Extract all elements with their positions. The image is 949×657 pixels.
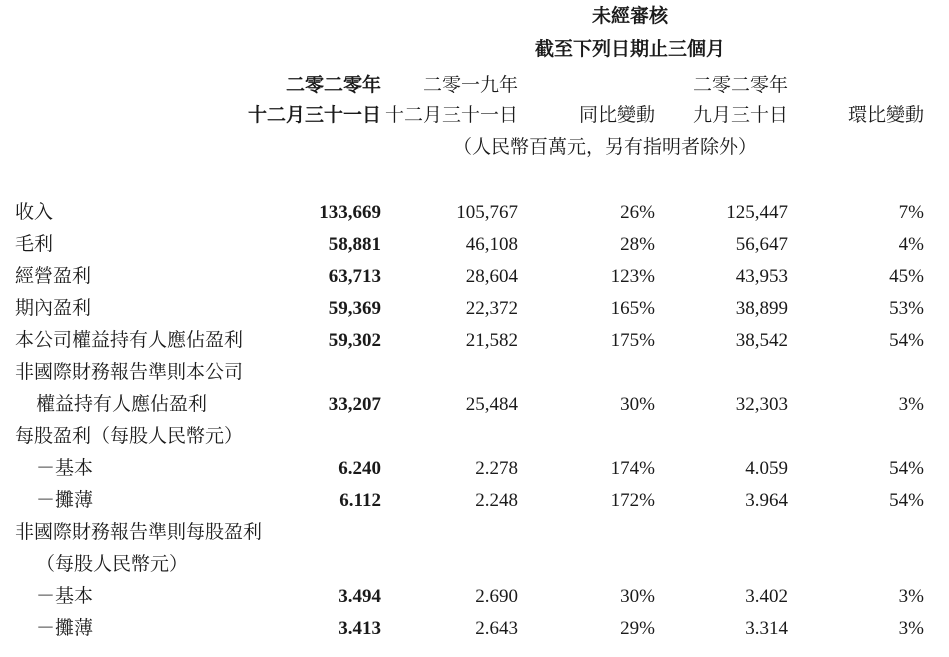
cell-yoy: 28% (620, 234, 655, 255)
row-label: 每股盈利（每股人民幣元） (15, 426, 244, 447)
cell-q4-2019: 22,372 (465, 298, 518, 319)
cell-yoy: 30% (620, 394, 655, 415)
table-row (0, 517, 949, 549)
cell-q3-2020: 3.314 (745, 618, 788, 639)
cell-qoq: 4% (898, 234, 924, 255)
col2-header-year: 二零一九年 (422, 75, 518, 96)
cell-q3-2020: 4.059 (745, 458, 788, 479)
cell-q4-2020: 6.112 (339, 490, 381, 511)
cell-q4-2020: 133,669 (319, 202, 381, 223)
cell-q4-2019: 2.248 (475, 490, 518, 511)
cell-qoq: 7% (898, 202, 924, 223)
col4-header-year: 二零二零年 (692, 75, 788, 96)
table-row (0, 389, 949, 421)
cell-q4-2019: 21,582 (465, 330, 518, 351)
cell-q4-2019: 105,767 (456, 202, 518, 223)
cell-q4-2020: 6.240 (338, 458, 381, 479)
cell-q3-2020: 43,953 (735, 266, 788, 287)
table-row (0, 453, 949, 485)
row-label: －攤薄 (36, 490, 94, 511)
row-label: －基本 (36, 458, 94, 479)
table-row (0, 581, 949, 613)
cell-qoq: 3% (898, 394, 924, 415)
row-label: 收入 (15, 202, 54, 223)
table-row (0, 613, 949, 645)
cell-q4-2019: 28,604 (465, 266, 518, 287)
col1-header-date: 十二月三十一日 (247, 105, 381, 126)
cell-yoy: 29% (620, 618, 655, 639)
cell-q3-2020: 32,303 (735, 394, 788, 415)
row-label: 本公司權益持有人應佔盈利 (15, 330, 244, 351)
cell-qoq: 54% (889, 458, 924, 479)
cell-q3-2020: 38,542 (735, 330, 788, 351)
cell-q3-2020: 3.964 (745, 490, 788, 511)
row-label: 經營盈利 (15, 266, 92, 287)
row-label: 非國際財務報告準則每股盈利 (15, 522, 263, 543)
cell-yoy: 172% (610, 490, 655, 511)
cell-q4-2019: 25,484 (465, 394, 518, 415)
cell-q4-2019: 2.690 (475, 586, 518, 607)
cell-q4-2019: 2.643 (475, 618, 518, 639)
table-row (0, 229, 949, 261)
cell-yoy: 26% (620, 202, 655, 223)
row-label: －攤薄 (36, 618, 94, 639)
cell-yoy: 123% (610, 266, 655, 287)
financial-data-table (0, 197, 949, 645)
cell-qoq: 45% (889, 266, 924, 287)
cell-qoq: 54% (889, 490, 924, 511)
cell-q4-2020: 3.494 (338, 586, 381, 607)
table-row (0, 261, 949, 293)
cell-q4-2020: 63,713 (328, 266, 381, 287)
col3-header-yoy-change: 同比變動 (578, 105, 655, 126)
row-label: 權益持有人應佔盈利 (36, 394, 208, 415)
cell-q3-2020: 56,647 (735, 234, 788, 255)
cell-yoy: 30% (620, 586, 655, 607)
col1-header-year: 二零二零年 (285, 75, 381, 96)
audit-status-heading: 未經審核 (591, 6, 668, 27)
col5-header-qoq-change: 環比變動 (847, 105, 924, 126)
cell-q4-2020: 33,207 (328, 394, 381, 415)
table-row (0, 197, 949, 229)
row-label: 毛利 (15, 234, 54, 255)
period-heading: 截至下列日期止三個月 (534, 39, 725, 60)
cell-q3-2020: 3.402 (745, 586, 788, 607)
table-row (0, 293, 949, 325)
table-row (0, 485, 949, 517)
col2-header-date: 十二月三十一日 (384, 105, 518, 126)
cell-qoq: 3% (898, 586, 924, 607)
cell-q4-2019: 46,108 (465, 234, 518, 255)
unit-note: （人民幣百萬元，另有指明者除外） (452, 137, 757, 158)
cell-q3-2020: 125,447 (726, 202, 788, 223)
cell-qoq: 3% (898, 618, 924, 639)
cell-qoq: 53% (889, 298, 924, 319)
row-label: －基本 (36, 586, 94, 607)
cell-q4-2020: 58,881 (328, 234, 381, 255)
row-label: 期內盈利 (15, 298, 92, 319)
cell-qoq: 54% (889, 330, 924, 351)
table-row (0, 421, 949, 453)
row-label: 非國際財務報告準則本公司 (15, 362, 244, 383)
col4-header-date: 九月三十日 (692, 105, 788, 126)
table-row (0, 357, 949, 389)
row-label: （每股人民幣元） (36, 554, 189, 575)
cell-q4-2020: 3.413 (338, 618, 381, 639)
cell-yoy: 174% (610, 458, 655, 479)
cell-q4-2020: 59,302 (328, 330, 381, 351)
cell-q3-2020: 38,899 (735, 298, 788, 319)
table-row (0, 325, 949, 357)
cell-q4-2020: 59,369 (328, 298, 381, 319)
cell-yoy: 165% (610, 298, 655, 319)
table-row (0, 549, 949, 581)
cell-yoy: 175% (610, 330, 655, 351)
cell-q4-2019: 2.278 (475, 458, 518, 479)
